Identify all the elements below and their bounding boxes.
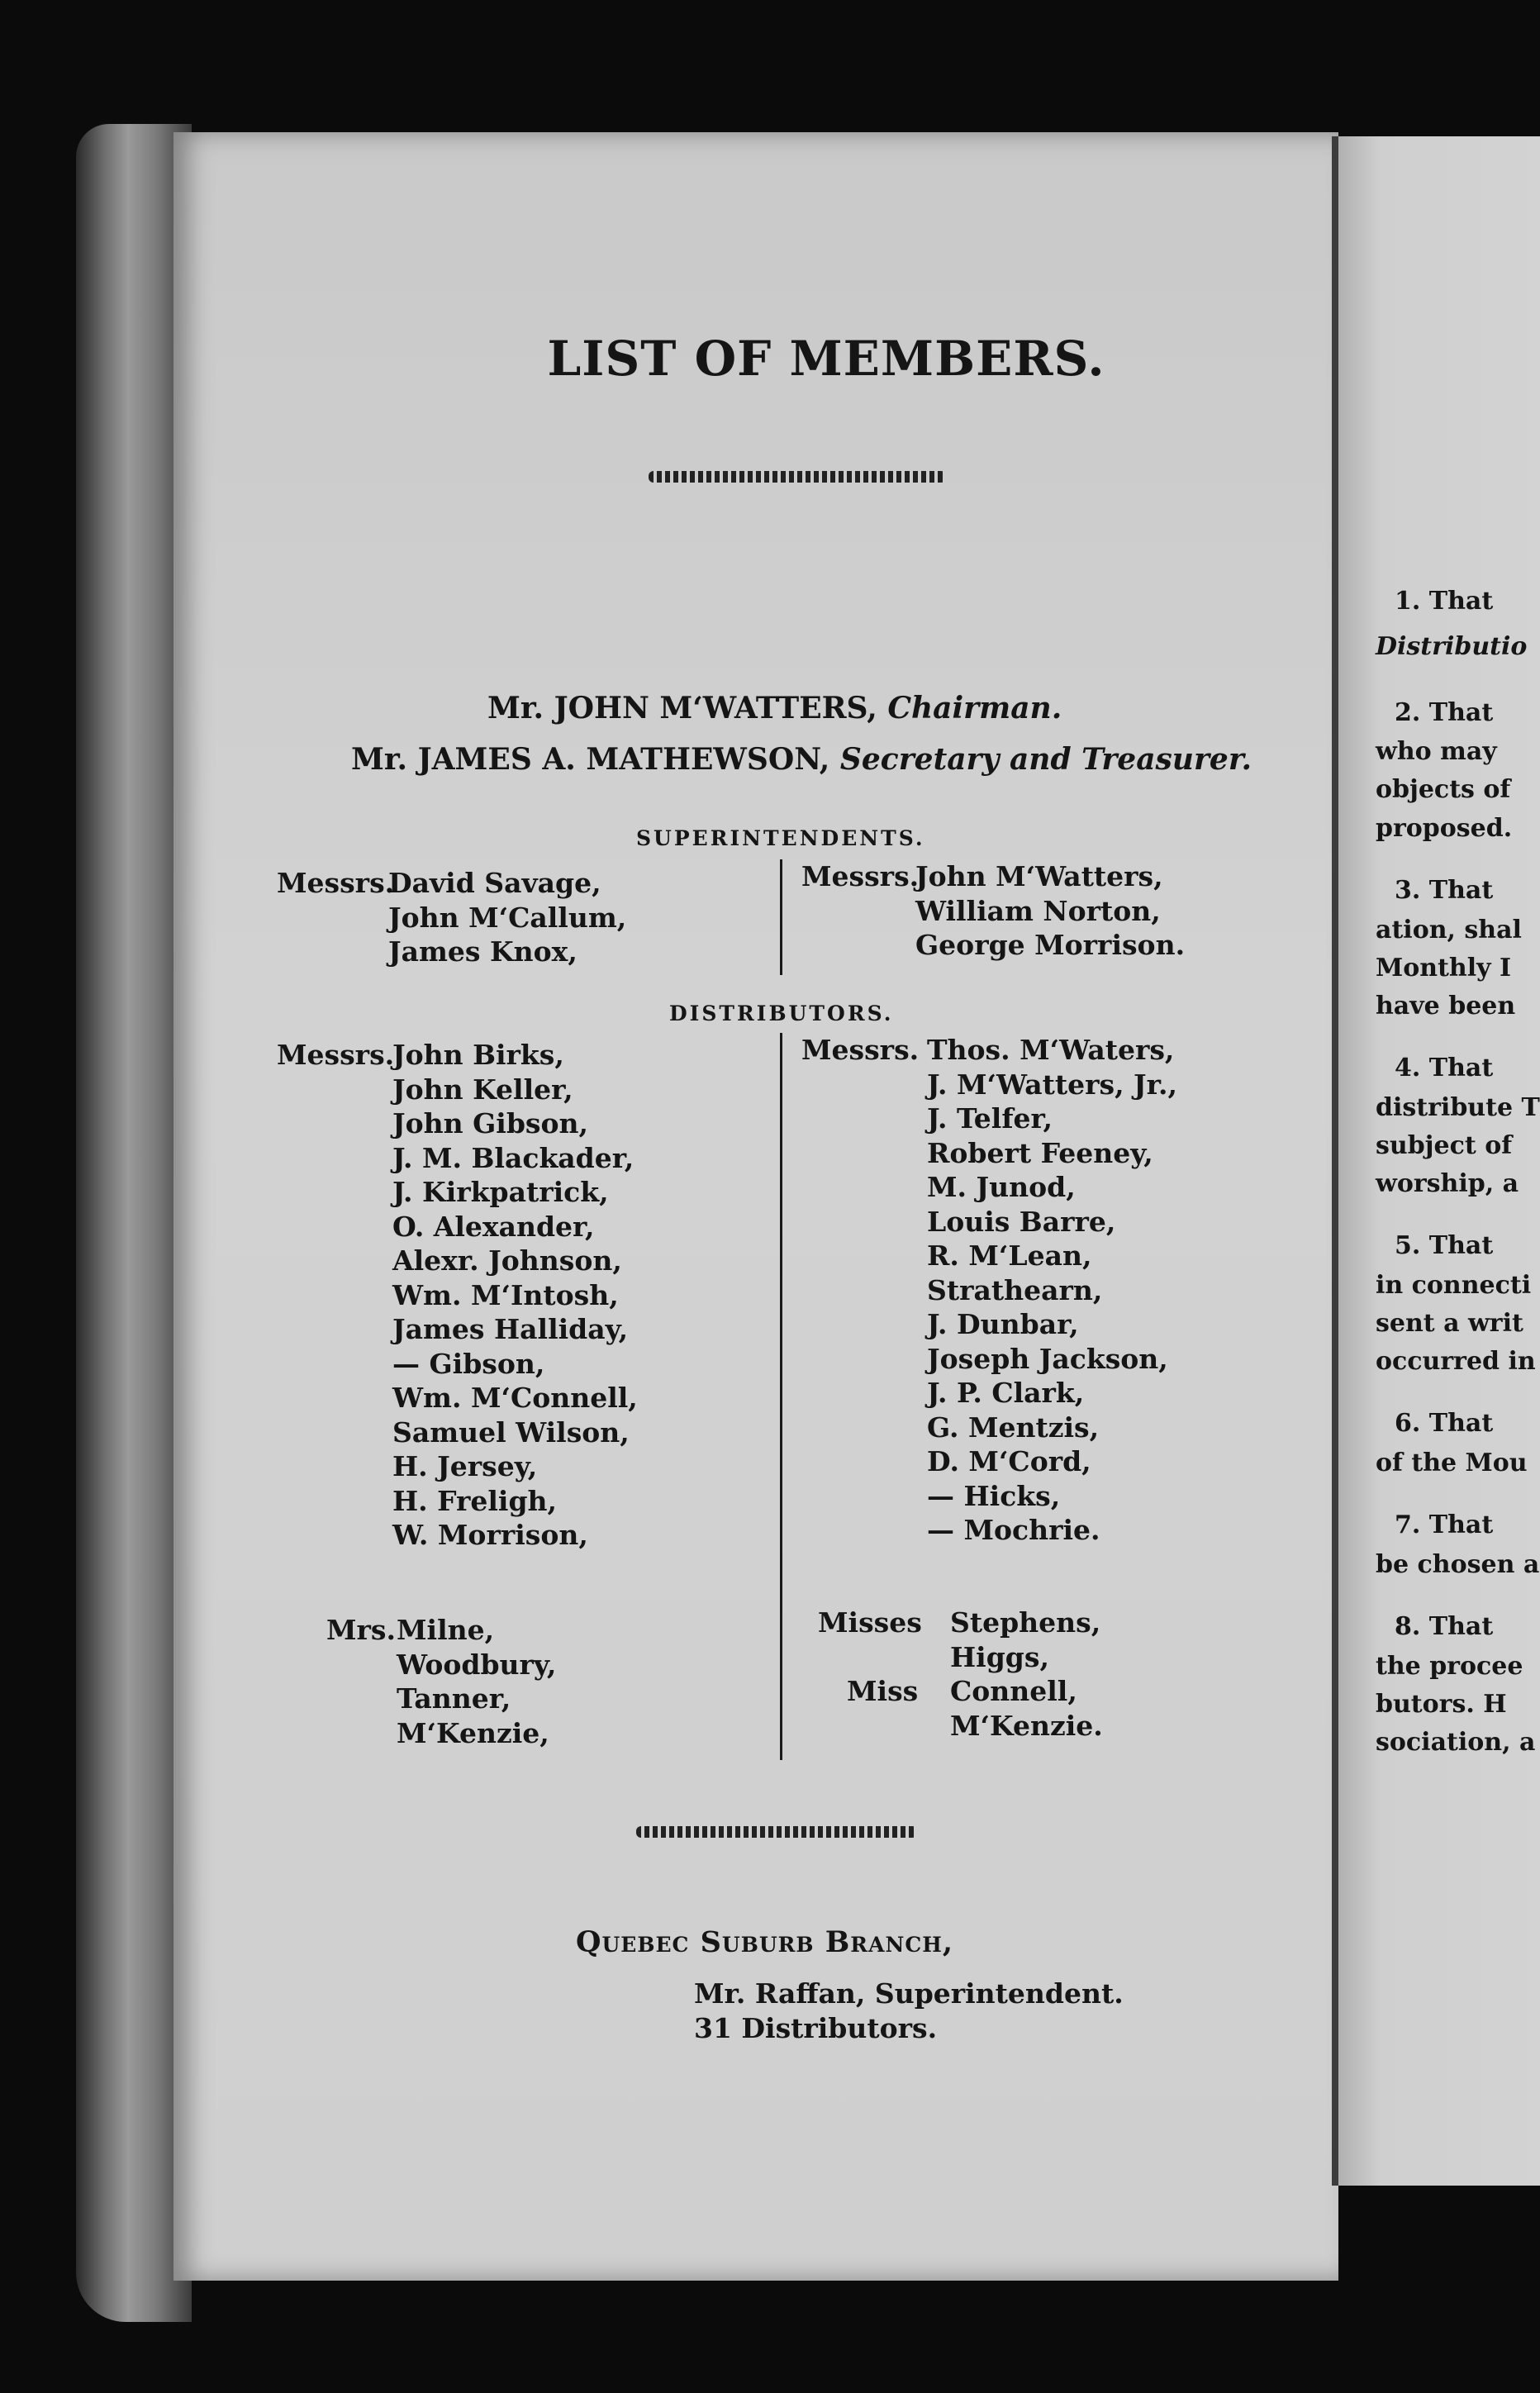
superintendents-right-list bbox=[801, 859, 1186, 975]
chairman-role: Chairman. bbox=[887, 691, 1062, 726]
rule-2-line: objects of bbox=[1376, 775, 1511, 804]
secretary-name: Mr. JAMES A. MATHEWSON, bbox=[351, 742, 840, 777]
rule-7-line: be chosen a bbox=[1376, 1550, 1540, 1579]
branch-superintendent: Mr. Raffan, Superintendent. bbox=[694, 1977, 1124, 2010]
list-item: Connell, bbox=[950, 1675, 1077, 1707]
column-divider bbox=[780, 1033, 782, 1760]
branch-details bbox=[694, 1977, 1124, 2046]
list-item: O. Alexander, bbox=[392, 1210, 595, 1243]
list-prefix-miss: Miss bbox=[847, 1675, 919, 1707]
list-item: John Gibson, bbox=[392, 1107, 588, 1139]
rule-2-line: 2. That bbox=[1395, 698, 1494, 727]
rule-5-line: 5. That bbox=[1395, 1231, 1494, 1260]
rule-1-line: 1. That bbox=[1395, 587, 1494, 616]
list-item: John Keller, bbox=[392, 1073, 573, 1106]
list-item: Louis Barre, bbox=[927, 1205, 1116, 1238]
list-item: Wm. M‘Connell, bbox=[392, 1382, 638, 1414]
list-prefix: Messrs. bbox=[801, 860, 920, 892]
secretary-role: Secretary and Treasurer. bbox=[839, 742, 1252, 777]
list-item: J. Dunbar, bbox=[927, 1308, 1079, 1340]
list-item: David Savage, bbox=[388, 867, 601, 899]
rule-8-line: sociation, a bbox=[1376, 1728, 1536, 1757]
list-item: J. Kirkpatrick, bbox=[392, 1176, 609, 1208]
rule-5-line: in connecti bbox=[1376, 1271, 1532, 1300]
page-title: LIST OF MEMBERS. bbox=[547, 331, 1105, 387]
list-item: George Morrison. bbox=[915, 929, 1186, 961]
names-column bbox=[927, 1033, 1177, 1548]
list-item: John M‘Watters, bbox=[915, 860, 1163, 892]
list-prefix: Misses bbox=[818, 1606, 922, 1639]
rule-4-line: worship, a bbox=[1376, 1169, 1519, 1198]
list-item: D. M‘Cord, bbox=[927, 1445, 1091, 1477]
rule-1-line: Distributio bbox=[1376, 632, 1528, 661]
rule-6-line: of the Mou bbox=[1376, 1449, 1528, 1477]
list-item: Woodbury, bbox=[397, 1648, 557, 1681]
branch-distributors: 31 Distributors. bbox=[694, 2012, 938, 2044]
rule-4-line: subject of bbox=[1376, 1131, 1513, 1160]
list-item: W. Morrison, bbox=[392, 1519, 588, 1551]
list-prefix: Messrs. bbox=[277, 1039, 395, 1071]
rule-3-line: Monthly I bbox=[1376, 954, 1512, 982]
list-item: — Gibson, bbox=[392, 1347, 545, 1380]
list-item: Thos. M‘Waters, bbox=[927, 1034, 1175, 1066]
list-item: — Mochrie. bbox=[927, 1514, 1100, 1546]
list-item: R. M‘Lean, bbox=[927, 1239, 1092, 1272]
names-column bbox=[950, 1606, 1103, 1743]
ornamental-rule bbox=[636, 1826, 917, 1838]
rule-4-line: distribute T bbox=[1376, 1093, 1540, 1122]
list-prefix: Mrs. bbox=[326, 1614, 396, 1646]
rule-2-line: who may bbox=[1376, 737, 1497, 766]
rule-4-line: 4. That bbox=[1395, 1054, 1494, 1082]
list-item: G. Mentzis, bbox=[927, 1411, 1100, 1444]
list-item: Higgs, bbox=[950, 1640, 1049, 1673]
list-item: M‘Kenzie. bbox=[950, 1709, 1103, 1742]
secretary-line bbox=[351, 742, 1252, 777]
list-item: J. Telfer, bbox=[927, 1102, 1053, 1135]
rule-3-line: have been bbox=[1376, 992, 1516, 1020]
names-column bbox=[397, 1613, 556, 1750]
list-item: Wm. M‘Intosh, bbox=[392, 1278, 619, 1311]
list-prefix: Messrs. bbox=[277, 867, 395, 899]
list-item: Tanner, bbox=[397, 1682, 511, 1715]
list-item: M. Junod, bbox=[927, 1171, 1076, 1203]
rule-3-line: 3. That bbox=[1395, 876, 1494, 905]
list-prefix: Messrs. bbox=[801, 1034, 920, 1066]
list-item: John M‘Callum, bbox=[388, 901, 627, 934]
list-item: James Knox, bbox=[388, 935, 578, 968]
rule-8-line: butors. H bbox=[1376, 1690, 1507, 1719]
list-item: Strathearn, bbox=[927, 1273, 1103, 1306]
list-item: J. M. Blackader, bbox=[392, 1141, 635, 1174]
list-item: John Birks, bbox=[392, 1039, 564, 1071]
rule-5-line: sent a writ bbox=[1376, 1309, 1523, 1338]
names-column bbox=[388, 866, 626, 969]
rule-8-line: the procee bbox=[1376, 1652, 1523, 1681]
rule-6-line: 6. That bbox=[1395, 1409, 1494, 1438]
list-item: William Norton, bbox=[915, 894, 1161, 927]
list-item: M‘Kenzie, bbox=[397, 1716, 549, 1749]
list-item: James Halliday, bbox=[392, 1313, 629, 1345]
rule-3-line: ation, shal bbox=[1376, 916, 1522, 944]
list-item: Stephens, bbox=[950, 1606, 1101, 1639]
rule-7-line: 7. That bbox=[1395, 1510, 1494, 1539]
list-item: J. P. Clark, bbox=[927, 1377, 1085, 1409]
names-column bbox=[392, 1038, 638, 1553]
list-item: H. Jersey, bbox=[392, 1450, 538, 1482]
superintendents-left-list bbox=[277, 866, 627, 982]
ladies-left-list bbox=[326, 1613, 574, 1762]
list-item: Robert Feeney, bbox=[927, 1136, 1153, 1169]
names-column bbox=[915, 859, 1185, 963]
list-item: Samuel Wilson, bbox=[392, 1415, 630, 1449]
distributors-left-list bbox=[277, 1038, 638, 1575]
right-page bbox=[1332, 136, 1540, 2186]
distributors-right-list bbox=[801, 1033, 1177, 1570]
rule-5-line: occurred in bbox=[1376, 1347, 1536, 1376]
list-item: — Hicks, bbox=[927, 1479, 1061, 1512]
list-item: Milne, bbox=[397, 1614, 495, 1646]
list-item: Alexr. Johnson, bbox=[392, 1244, 622, 1277]
chairman-line bbox=[487, 691, 1062, 726]
left-page bbox=[173, 132, 1338, 2281]
ladies-right-list bbox=[818, 1606, 1190, 1754]
list-item: J. M‘Watters, Jr., bbox=[927, 1068, 1177, 1101]
list-item: Joseph Jackson, bbox=[927, 1342, 1168, 1375]
ornamental-rule bbox=[649, 471, 946, 483]
distributors-heading: DISTRIBUTORS. bbox=[669, 1001, 894, 1025]
superintendents-heading: SUPERINTENDENTS. bbox=[636, 826, 925, 850]
rule-2-line: proposed. bbox=[1376, 814, 1513, 843]
branch-title: Quebec Suburb Branch, bbox=[576, 1925, 954, 1959]
chairman-name: Mr. JOHN M‘WATTERS, bbox=[487, 691, 888, 726]
column-divider bbox=[780, 859, 782, 975]
rule-8-line: 8. That bbox=[1395, 1612, 1494, 1641]
list-item: H. Freligh, bbox=[392, 1484, 558, 1517]
